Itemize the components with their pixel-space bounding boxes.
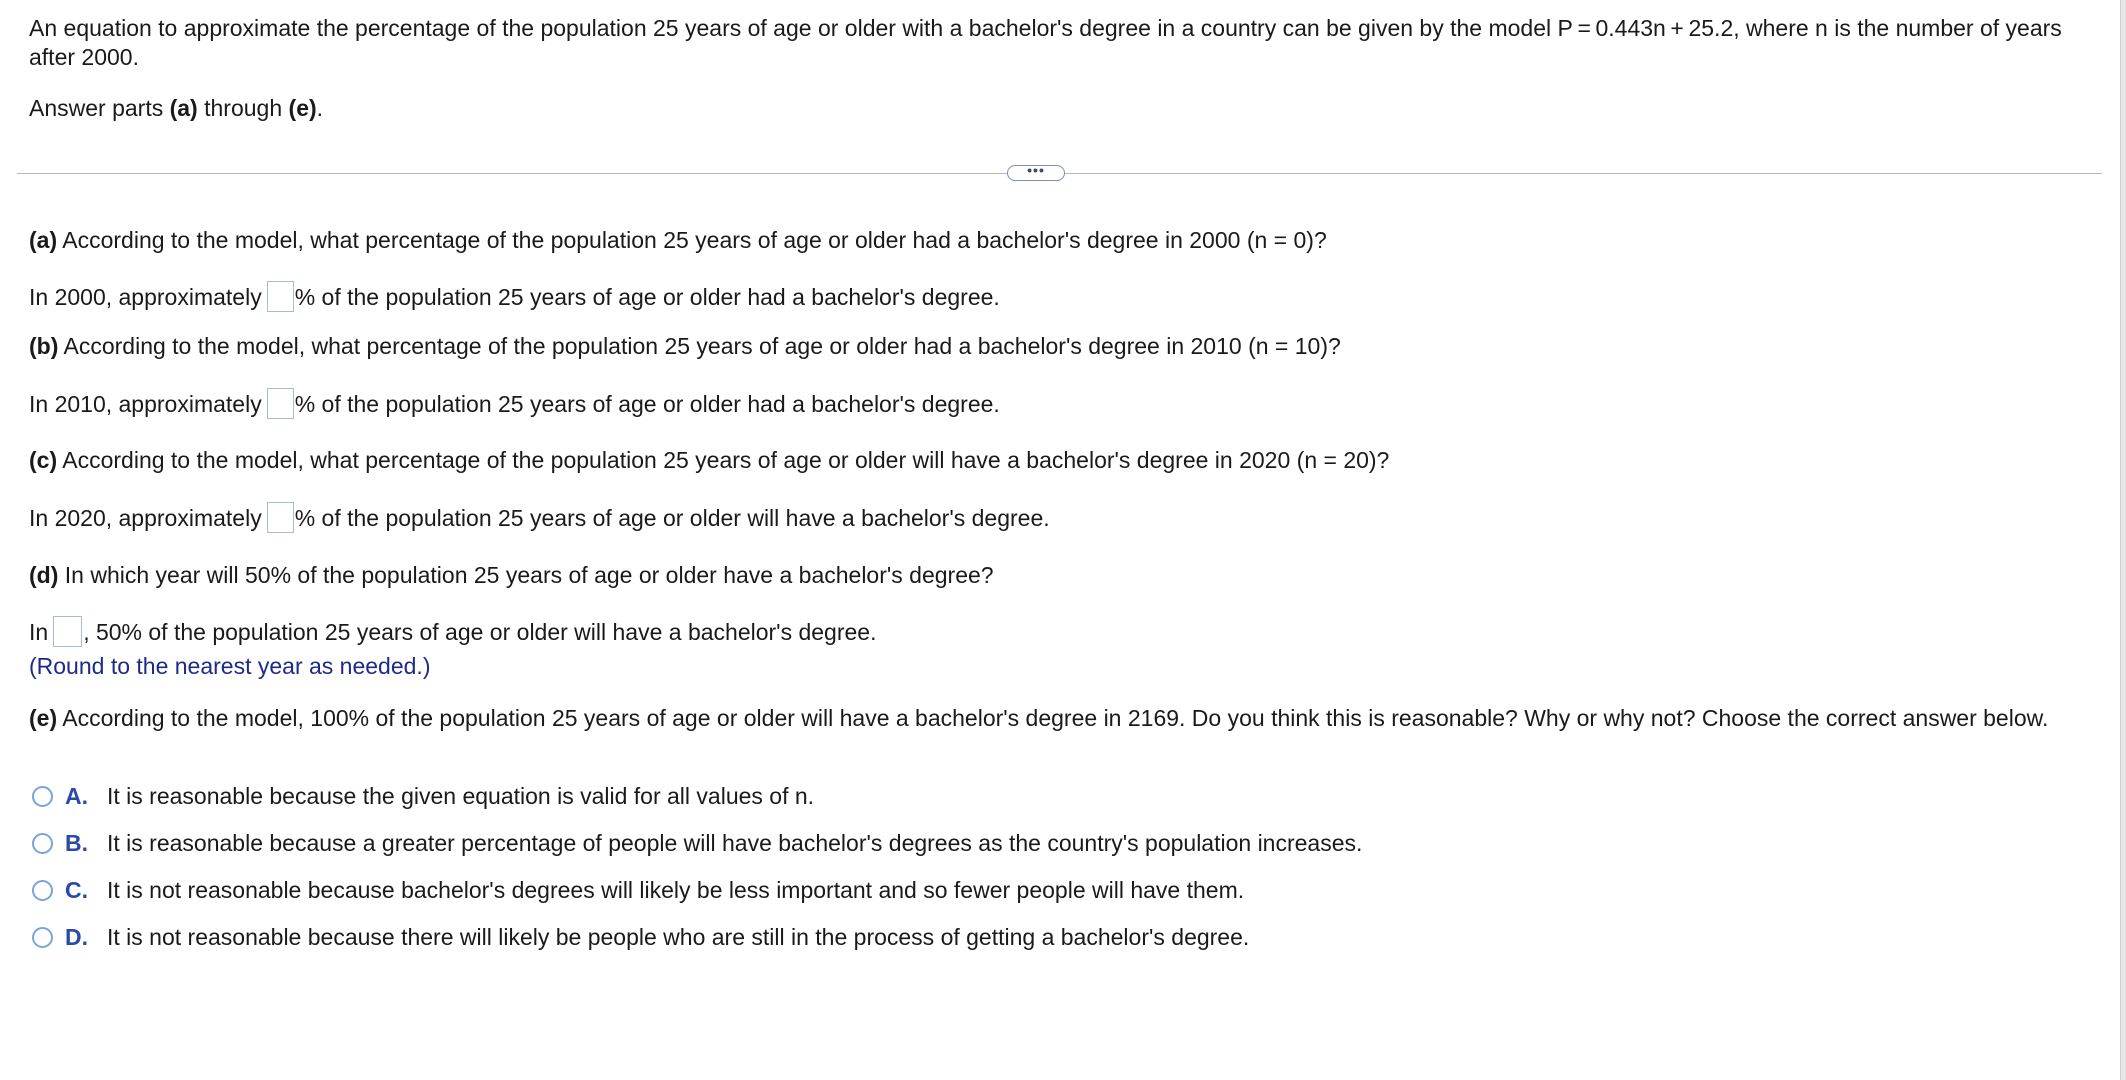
option-a-radio[interactable] <box>32 786 53 807</box>
question-b-label: (b) <box>29 333 59 359</box>
option-c-text: It is not reasonable because bachelor's degrees will likely be less important and so fewer people will have them. <box>107 877 1245 903</box>
option-c-letter: C. <box>65 877 88 903</box>
option-d[interactable] <box>32 914 1362 961</box>
question-e <box>29 704 2048 733</box>
answer-c-prefix: In 2020, approximately <box>29 505 262 531</box>
answer-a-input[interactable] <box>267 281 294 312</box>
problem-statement: An equation to approximate the percentage of the population 25 years of age or older with a bachelor's degree in a country can be given by the model P = 0.443n + 25.2, where n is the number of years after 2000. <box>29 15 2062 70</box>
more-dots-icon: ••• <box>1027 162 1045 178</box>
answer-c-input[interactable] <box>267 502 294 533</box>
answer-a-suffix: % of the population 25 years of age or older had a bachelor's degree. <box>294 284 1000 310</box>
question-a-text: According to the model, what percentage of the population 25 years of age or older had a bachelor's degree in 2000 (n = 0)? <box>57 227 1327 253</box>
option-a-letter: A. <box>65 783 88 809</box>
question-d-text: In which year will 50% of the population 25 years of age or older have a bachelor's degree? <box>58 562 994 588</box>
question-b <box>29 332 1341 361</box>
answer-row-d <box>29 618 876 649</box>
scrollbar-edge[interactable] <box>2120 0 2126 1080</box>
answer-row-b <box>29 390 1000 421</box>
option-b[interactable] <box>32 820 1362 867</box>
expand-more-button[interactable] <box>1007 162 1065 181</box>
instructions-part-e: (e) <box>288 95 317 121</box>
instructions-part-a: (a) <box>169 95 198 121</box>
answer-options <box>32 773 1362 961</box>
option-a-text: It is reasonable because the given equation is valid for all values of n. <box>107 783 815 809</box>
question-a-label: (a) <box>29 227 58 253</box>
answer-a-prefix: In 2000, approximately <box>29 284 262 310</box>
answer-b-prefix: In 2010, approximately <box>29 391 262 417</box>
question-c-text: According to the model, what percentage of the population 25 years of age or older will have a bachelor's degree in 2020 (n = 20)? <box>57 447 1390 473</box>
rounding-hint: (Round to the nearest year as needed.) <box>29 653 431 679</box>
option-b-letter: B. <box>65 830 88 856</box>
option-b-text: It is reasonable because a greater percentage of people will have bachelor's degrees as the country's population increases. <box>107 830 1363 856</box>
option-c[interactable] <box>32 867 1362 914</box>
option-d-letter: D. <box>65 924 88 950</box>
answer-c-suffix: % of the population 25 years of age or older will have a bachelor's degree. <box>294 505 1050 531</box>
question-d <box>29 561 994 590</box>
question-c <box>29 446 1389 475</box>
option-d-text: It is not reasonable because there will likely be people who are still in the process of getting a bachelor's degree. <box>107 924 1250 950</box>
question-d-label: (d) <box>29 562 59 588</box>
question-e-label: (e) <box>29 705 58 731</box>
question-c-label: (c) <box>29 447 58 473</box>
answer-d-prefix: In <box>29 619 49 645</box>
option-b-radio[interactable] <box>32 833 53 854</box>
answer-row-c <box>29 504 1050 535</box>
answer-b-suffix: % of the population 25 years of age or older had a bachelor's degree. <box>294 391 1000 417</box>
answer-b-input[interactable] <box>267 388 294 419</box>
question-e-text: According to the model, 100% of the population 25 years of age or older will have a bachelor's degree in 2169. Do you think this is reasonable? Why or why not? Choose the correct answer below. <box>57 705 2049 731</box>
question-a <box>29 226 1327 255</box>
instructions-suffix: . <box>316 95 324 121</box>
instructions-prefix: Answer parts <box>29 95 170 121</box>
option-c-radio[interactable] <box>32 880 53 901</box>
option-a[interactable] <box>32 773 1362 820</box>
answer-d-suffix: , 50% of the population 25 years of age or older will have a bachelor's degree. <box>83 619 877 645</box>
option-d-radio[interactable] <box>32 927 53 948</box>
question-b-text: According to the model, what percentage of the population 25 years of age or older had a bachelor's degree in 2010 (n = 10)? <box>58 333 1341 359</box>
instructions <box>29 94 323 123</box>
answer-d-input[interactable] <box>53 616 82 647</box>
answer-row-a <box>29 283 1000 314</box>
instructions-middle: through <box>197 95 289 121</box>
